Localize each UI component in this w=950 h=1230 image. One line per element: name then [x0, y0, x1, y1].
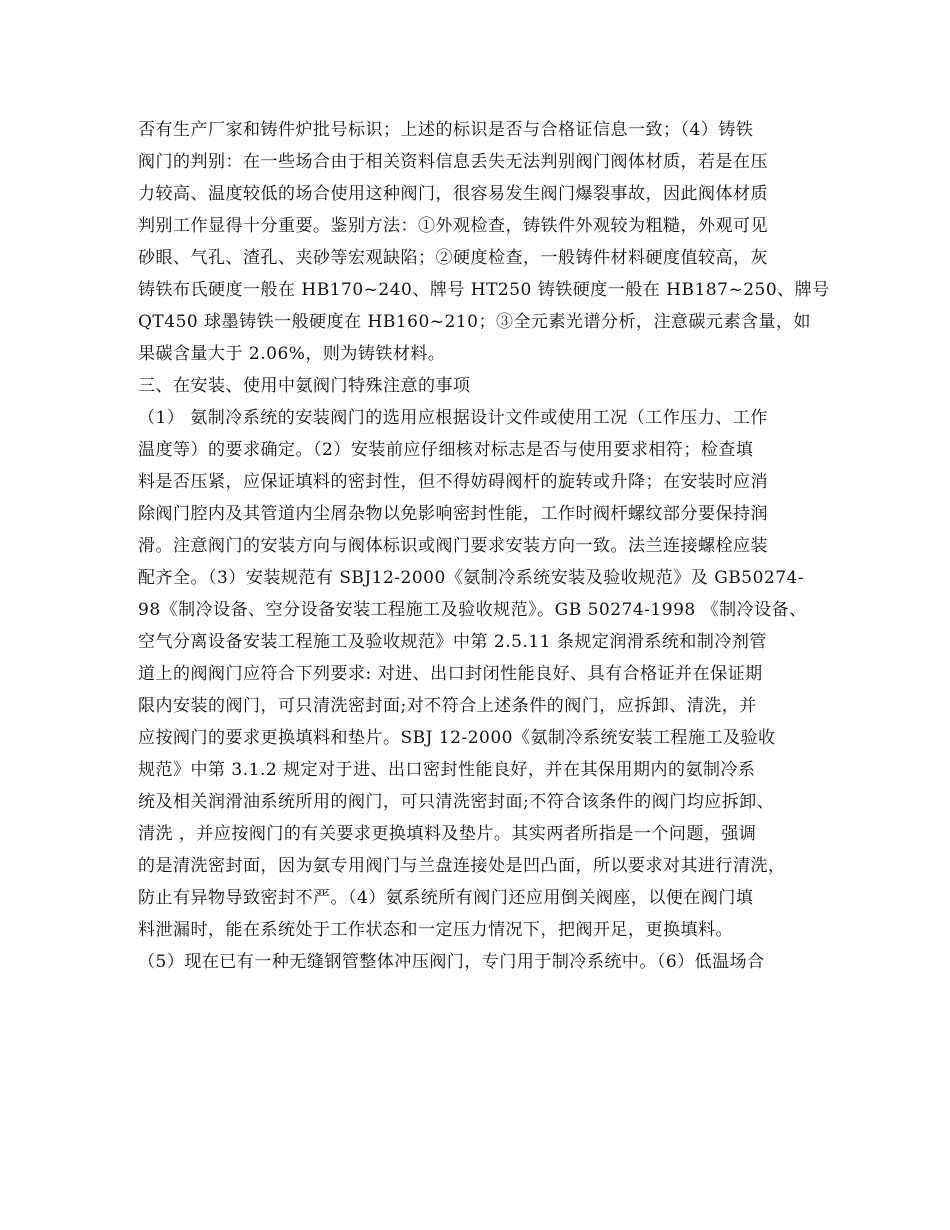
section-heading: 三、在安装、使用中氨阀门特殊注意的事项: [138, 376, 471, 396]
text-line: 道上的阀阀门应符合下列要求: 对进、出口封闭性能良好、具有合格证并在保证期: [138, 664, 763, 684]
text-line: 清洗 ，并应按阀门的有关要求更换填料及垫片。其实两者所指是一个问题，强调: [138, 824, 757, 844]
text-line: 配齐全。（3）安装规范有 SBJ12-2000《氨制冷系统安装及验收规范》及 GB50274-: [138, 568, 805, 588]
text-line: 果碳含量大于 2.06%，则为铸铁材料。: [138, 344, 446, 364]
text-line: 滑。注意阀门的安装方向与阀体标识或阀门要求安装方向一致。法兰连接螺栓应装: [138, 536, 768, 556]
text-line: （1） 氨制冷系统的安装阀门的选用应根据设计文件或使用工况（工作压力、工作: [138, 408, 768, 428]
text-line: 除阀门腔内及其管道内尘屑杂物以免影响密封性能，工作时阀杆螺纹部分要保持润: [138, 504, 768, 524]
text-line: 力较高、温度较低的场合使用这种阀门，很容易发生阀门爆裂事故，因此阀体材质: [138, 184, 768, 204]
text-line: 判别工作显得十分重要。鉴别方法：①外观检查，铸铁件外观较为粗糙，外观可见: [138, 216, 768, 236]
text-line: 空气分离设备安装工程施工及验收规范》中第 2.5.11 条规定润滑系统和制冷剂管: [138, 632, 767, 652]
text-line: 砂眼、气孔、渣孔、夹砂等宏观缺陷；②硬度检查，一般铸件材料硬度值较高，灰: [138, 248, 768, 268]
text-line: 否有生产厂家和铸件炉批号标识；上述的标识是否与合格证信息一致；（4）铸铁: [138, 120, 754, 140]
text-line: 98《制冷设备、空分设备安装工程施工及验收规范》。GB 50274-1998 《制冷设备、: [138, 600, 807, 620]
text-line: 防止有异物导致密封不严。（4）氨系统所有阀门还应用倒关阀座，以便在阀门填: [138, 888, 754, 908]
text-line: QT450 球墨铸铁一般硬度在 HB160~210；③全元素光谱分析，注意碳元素含量，如: [138, 312, 811, 332]
text-line: （5）现在已有一种无缝钢管整体冲压阀门，专门用于制冷系统中。（6）低温场合: [138, 952, 765, 972]
text-line: 应按阀门的要求更换填料和垫片。SBJ 12-2000《氨制冷系统安装工程施工及验收: [138, 728, 776, 748]
text-line: 温度等）的要求确定。（2）安装前应仔细核对标志是否与使用要求相符；检查填: [138, 440, 754, 460]
text-line: 铸铁布氏硬度一般在 HB170~240、牌号 HT250 铸铁硬度一般在 HB187~250、牌号: [138, 280, 830, 300]
text-line: 阀门的判别：在一些场合由于相关资料信息丢失无法判别阀门阀体材质，若是在压: [138, 152, 768, 172]
text-line: 的是清洗密封面，因为氨专用阀门与兰盘连接处是凹凸面，所以要求对其进行清洗，: [138, 856, 786, 876]
text-line: 统及相关润滑油系统所用的阀门，可只清洗密封面;不符合该条件的阀门均应拆卸、: [138, 792, 775, 812]
text-line: 料是否压紧，应保证填料的密封性，但不得妨碍阀杆的旋转或升降；在安装时应消: [138, 472, 768, 492]
body-text: [138, 114, 838, 978]
text-line: 限内安装的阀门，可只清洗密封面;对不符合上述条件的阀门，应拆卸、清洗，并: [138, 696, 757, 716]
text-line: 规范》中第 3.1.2 规定对于进、出口密封性能良好，并在其保用期内的氨制冷系: [138, 760, 756, 780]
text-line: 料泄漏时，能在系统处于工作状态和一定压力情况下，把阀开足，更换填料。: [138, 920, 733, 940]
